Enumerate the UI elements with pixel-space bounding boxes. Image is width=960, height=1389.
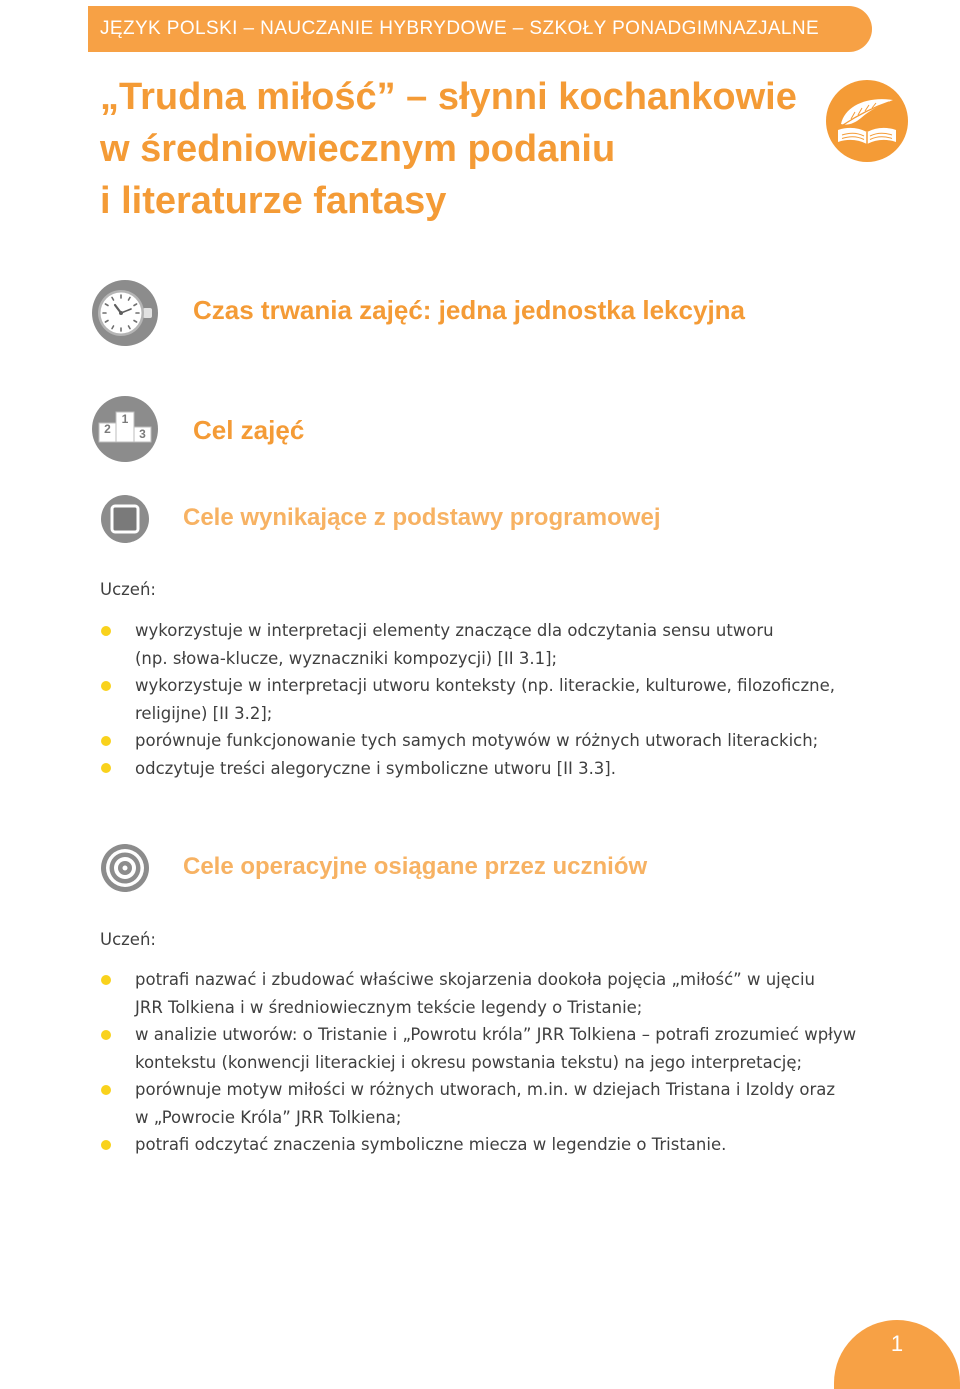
bullet-dot bbox=[101, 1030, 111, 1040]
podium-place-second: 2 bbox=[104, 422, 111, 436]
clock-icon bbox=[92, 280, 158, 346]
list-item bbox=[100, 672, 920, 727]
subject-label: Uczeń: bbox=[100, 580, 156, 599]
list-item bbox=[100, 1076, 920, 1131]
bullet-dot bbox=[101, 626, 111, 636]
list-item-text: potrafi odczytać znaczenia symboliczne miecza w legendzie o Tristanie. bbox=[135, 1135, 727, 1154]
podium-place-third: 3 bbox=[139, 427, 146, 441]
header-bar bbox=[88, 6, 872, 52]
bullet-dot bbox=[101, 736, 111, 746]
bullet-dot bbox=[101, 681, 111, 691]
podium-icon bbox=[92, 396, 158, 462]
curriculum-goals-list bbox=[100, 617, 920, 782]
page-title bbox=[100, 71, 797, 227]
checkbox-icon bbox=[101, 495, 149, 543]
operational-goals-heading: Cele operacyjne osiągane przez uczniów bbox=[183, 853, 648, 880]
title-line: i literaturze fantasy bbox=[100, 180, 447, 222]
list-item-text: odczytuje treści alegoryczne i symboliczne utworu [II 3.3]. bbox=[135, 758, 616, 778]
podium-place-first: 1 bbox=[121, 412, 129, 426]
title-line: „Trudna miłość” – słynni kochankowie bbox=[100, 76, 797, 118]
list-item bbox=[100, 1021, 920, 1076]
list-item-text: porównuje motyw miłości w różnych utworach, m.in. w dziejach Tristana i Izoldy oraz w „Powrocie Króla” JRR Tolkiena; bbox=[135, 1080, 836, 1127]
list-item-text: porównuje funkcjonowanie tych samych motywów w różnych utworach literackich; bbox=[135, 731, 819, 750]
subject-label: Uczeń: bbox=[100, 930, 156, 949]
title-line: w średniowiecznym podaniu bbox=[100, 128, 616, 170]
page-number-tab bbox=[834, 1320, 960, 1389]
duration-heading: Czas trwania zajęć: jedna jednostka lekcyjna bbox=[193, 295, 746, 325]
bullet-dot bbox=[101, 1140, 111, 1150]
operational-goals-list bbox=[100, 966, 920, 1159]
list-item-text: wykorzystuje w interpretacji elementy znaczące dla odczytania sensu utworu (np. słowa-klucze, wyznaczniki kompozycji) [II 3.1]; bbox=[135, 621, 774, 668]
curriculum-goals-heading: Cele wynikające z podstawy programowej bbox=[183, 504, 661, 531]
list-item bbox=[100, 1131, 920, 1159]
bullet-dot bbox=[101, 975, 111, 985]
list-item bbox=[100, 727, 920, 755]
list-item bbox=[100, 755, 920, 783]
list-item-text: w analizie utworów: o Tristanie i „Powrotu króla” JRR Tolkiena – potrafi zrozumieć wpływ kontekstu (konwencji literackiej i okresu powstania tekstu) na jego interpretację; bbox=[135, 1025, 857, 1072]
list-item-text: wykorzystuje w interpretacji utworu konteksty (np. literackie, kulturowe, filozoficzne, religijne) [II 3.2]; bbox=[135, 676, 835, 723]
bullet-dot bbox=[101, 1085, 111, 1095]
list-item bbox=[100, 966, 920, 1021]
book-and-feather-logo-icon bbox=[825, 79, 909, 163]
bullet-dot bbox=[101, 763, 111, 773]
target-icon bbox=[101, 844, 149, 892]
header-title: JĘZYK POLSKI – NAUCZANIE HYBRYDOWE – SZKOŁY PONADGIMNAZJALNE bbox=[100, 18, 820, 39]
page-number: 1 bbox=[890, 1331, 904, 1356]
lesson-goal-heading: Cel zajęć bbox=[193, 415, 305, 445]
list-item bbox=[100, 617, 920, 672]
list-item-text: potrafi nazwać i zbudować właściwe skojarzenia dookoła pojęcia „miłość” w ujęciu JRR Tolkiena i w średniowiecznym tekście legendy o Tristanie; bbox=[135, 970, 816, 1017]
